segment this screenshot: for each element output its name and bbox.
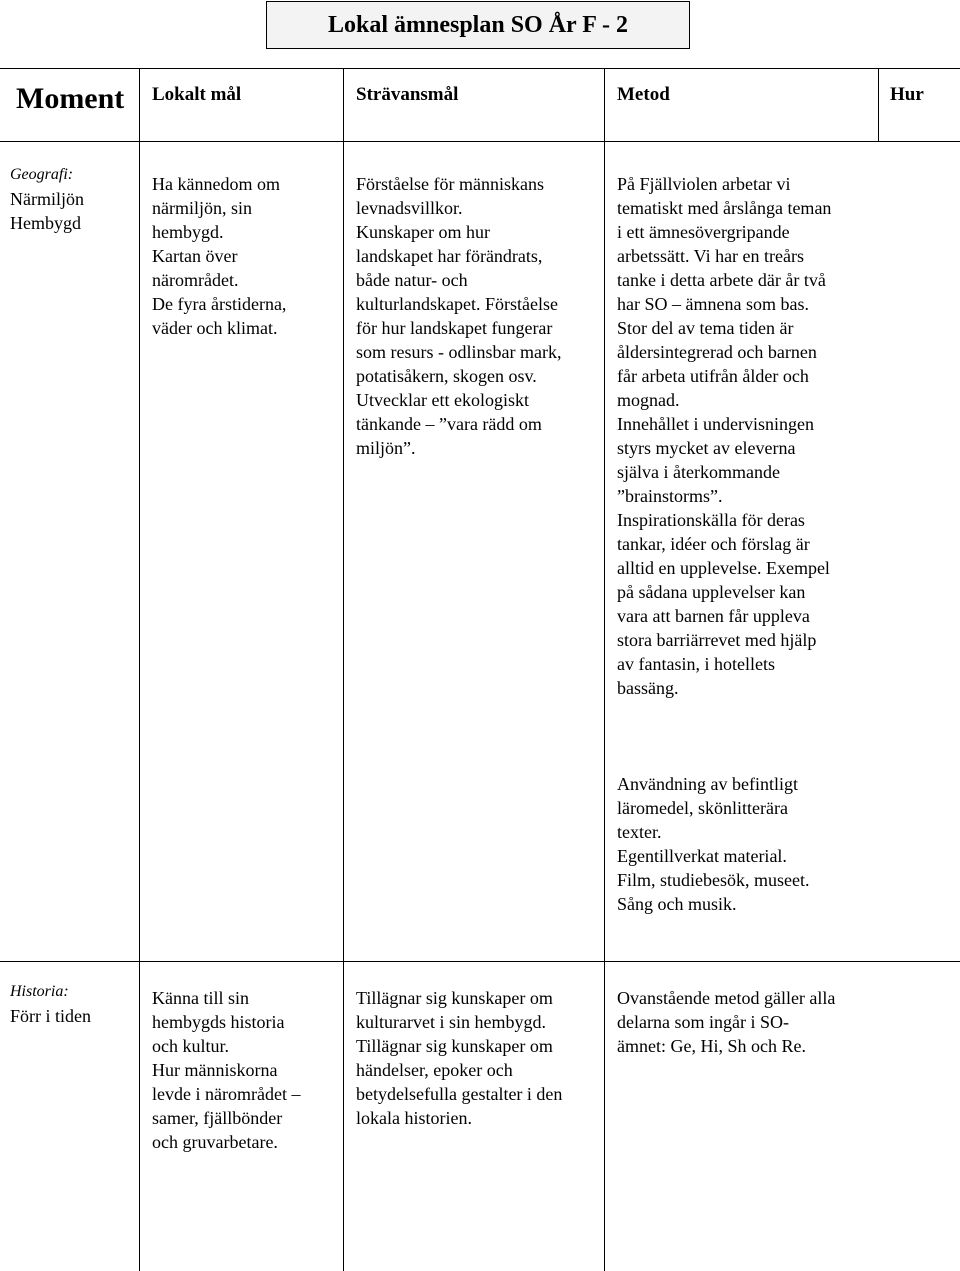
text-line: Förståelse för människans <box>356 174 544 194</box>
text-line: både natur- och <box>356 270 468 290</box>
text-line: får arbeta utifrån ålder och <box>617 366 809 386</box>
table-border-top <box>0 68 960 69</box>
text-line: styrs mycket av eleverna <box>617 438 796 458</box>
text-line: hembygds historia <box>152 1012 285 1032</box>
text-line: samer, fjällbönder <box>152 1108 283 1128</box>
header-moment: Moment <box>16 82 125 115</box>
text-line: Hur människorna <box>152 1060 278 1080</box>
text-line: Sång och musik. <box>617 894 737 914</box>
col-divider-3 <box>604 68 605 1271</box>
text-line: På Fjällviolen arbetar vi <box>617 174 791 194</box>
text-line: tänkande – ”vara rädd om <box>356 414 542 434</box>
text-line: och kultur. <box>152 1036 229 1056</box>
text-line: Egentillverkat material. <box>617 846 787 866</box>
header-metod: Metod <box>617 84 670 105</box>
row-historia-stravansmal <box>356 986 562 1130</box>
text-line: stora barriärrevet med hjälp <box>617 630 817 650</box>
text-line: själva i återkommande <box>617 462 780 482</box>
header-hur: Hur <box>890 84 924 105</box>
text-line: hembygd. <box>152 222 224 242</box>
row-historia-metod <box>617 986 835 1058</box>
row-historia-lokalt-mal <box>152 986 300 1154</box>
text-line: Innehållet i undervisningen <box>617 414 814 434</box>
subject-label: Historia: <box>10 983 69 1000</box>
row-geografi-metod <box>617 172 831 700</box>
moment-line: Hembygd <box>10 213 81 233</box>
text-line: Kunskaper om hur <box>356 222 490 242</box>
text-line: kulturarvet i sin hembygd. <box>356 1012 546 1032</box>
text-line: tanke i detta arbete där år två <box>617 270 826 290</box>
col-divider-4 <box>878 68 879 141</box>
row-geografi-stravansmal <box>356 172 561 460</box>
text-line: Stor del av tema tiden är <box>617 318 794 338</box>
text-line: på sådana upplevelser kan <box>617 582 806 602</box>
text-line: Film, studiebesök, museet. <box>617 870 810 890</box>
text-line: Tillägnar sig kunskaper om <box>356 988 553 1008</box>
text-line: alltid en upplevelse. Exempel <box>617 558 830 578</box>
text-line: ämnet: Ge, Hi, Sh och Re. <box>617 1036 806 1056</box>
text-line: potatisåkern, skogen osv. <box>356 366 537 386</box>
text-line: lokala historien. <box>356 1108 472 1128</box>
text-line: levnadsvillkor. <box>356 198 463 218</box>
text-line: Ha kännedom om <box>152 174 280 194</box>
text-line: landskapet har förändrats, <box>356 246 543 266</box>
text-line: närområdet. <box>152 270 239 290</box>
subject-label: Geografi: <box>10 166 74 183</box>
text-line: Utvecklar ett ekologiskt <box>356 390 529 410</box>
row-divider <box>0 961 960 962</box>
text-line: ”brainstorms”. <box>617 486 723 506</box>
text-line: arbetssätt. Vi har en treårs <box>617 246 805 266</box>
moment-line: Förr i tiden <box>10 1006 91 1026</box>
text-line: delarna som ingår i SO- <box>617 1012 789 1032</box>
text-line: Kartan över <box>152 246 238 266</box>
col-divider-1 <box>139 68 140 1271</box>
header-divider <box>0 141 960 142</box>
row-geografi-lokalt-mal <box>152 172 286 340</box>
text-line: kulturlandskapet. Förståelse <box>356 294 558 314</box>
text-line: händelser, epoker och <box>356 1060 513 1080</box>
text-line: levde i närområdet – <box>152 1084 301 1104</box>
text-line: Ovanstående metod gäller alla <box>617 988 836 1008</box>
text-line: har SO – ämnena som bas. <box>617 294 809 314</box>
text-line: tematiskt med årslånga teman <box>617 198 832 218</box>
col-divider-2 <box>343 68 344 1271</box>
header-stravansmal: Strävansmål <box>356 84 459 105</box>
text-line: tankar, idéer och förslag är <box>617 534 810 554</box>
text-line: Användning av befintligt <box>617 774 798 794</box>
row-geografi-metod-extra <box>617 772 810 916</box>
text-line: betydelsefulla gestalter i den <box>356 1084 563 1104</box>
moment-line: Närmiljön <box>10 189 84 209</box>
text-line: Tillägnar sig kunskaper om <box>356 1036 553 1056</box>
text-line: och gruvarbetare. <box>152 1132 278 1152</box>
text-line: åldersintegrerad och barnen <box>617 342 817 362</box>
text-line: för hur landskapet fungerar <box>356 318 553 338</box>
page-title: Lokal ämnesplan SO År F - 2 <box>327 11 629 38</box>
text-line: i ett ämnesövergripande <box>617 222 790 242</box>
text-line: bassäng. <box>617 678 679 698</box>
text-line: Känna till sin <box>152 988 249 1008</box>
text-line: av fantasin, i hotellets <box>617 654 775 674</box>
curriculum-table <box>0 68 960 1271</box>
text-line: De fyra årstiderna, <box>152 294 287 314</box>
row-historia-moment <box>10 980 91 1028</box>
text-line: miljön”. <box>356 438 416 458</box>
text-line: närmiljön, sin <box>152 198 252 218</box>
text-line: väder och klimat. <box>152 318 278 338</box>
text-line: vara att barnen får uppleva <box>617 606 810 626</box>
text-line: som resurs - odlinsbar mark, <box>356 342 562 362</box>
header-lokalt-mal: Lokalt mål <box>152 84 242 105</box>
text-line: mognad. <box>617 390 680 410</box>
text-line: texter. <box>617 822 662 842</box>
text-line: Inspirationskälla för deras <box>617 510 805 530</box>
page-title-box <box>266 1 690 49</box>
row-geografi-moment <box>10 163 84 235</box>
text-line: läromedel, skönlitterära <box>617 798 788 818</box>
